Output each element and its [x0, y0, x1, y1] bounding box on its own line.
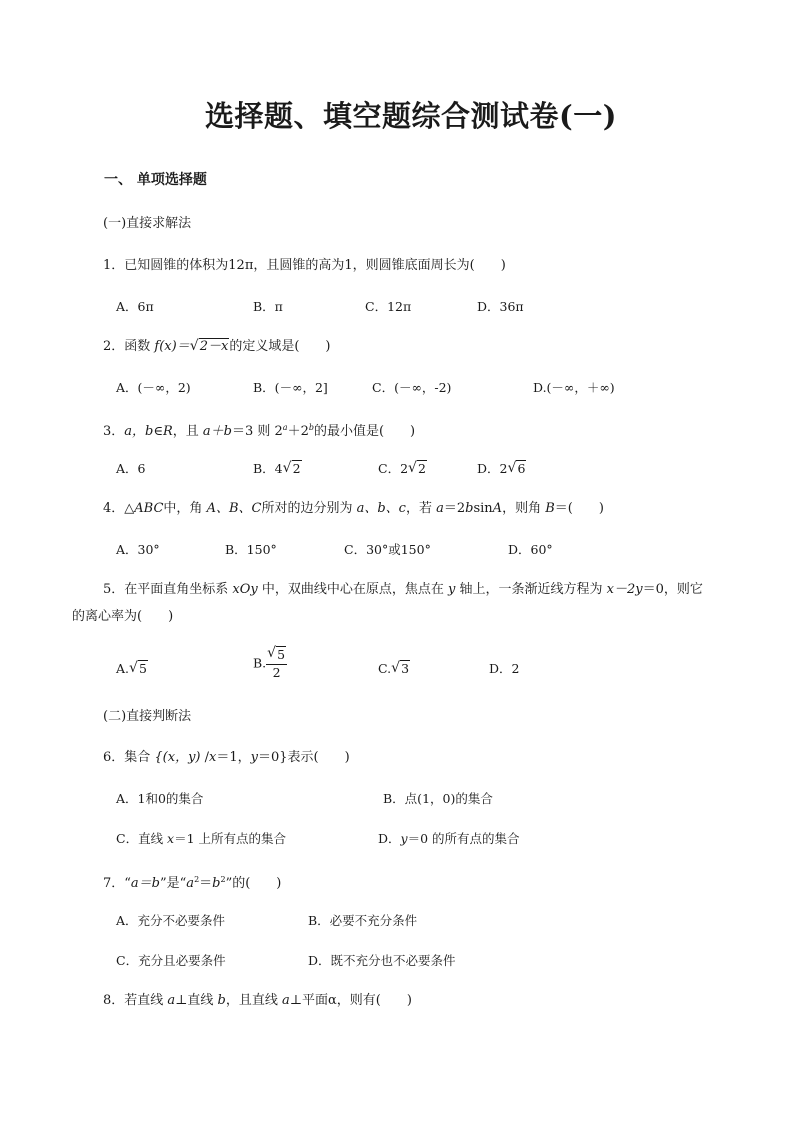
question-6-stem: 6．集合 {(x，y) /x＝1，y＝0}表示( ) — [103, 750, 350, 765]
question-6-option-c: C．直线 x＝1 上所有点的集合 — [116, 831, 287, 846]
question-4-option-a: A．30° — [116, 542, 160, 557]
question-2-stem: 2．函数 f(x)＝ √ 2－x的定义域是( ) — [103, 338, 331, 354]
question-2-option-b: B．(－∞，2] — [253, 380, 328, 395]
question-3-option-a: A．6 — [116, 461, 146, 476]
question-1-option-a: A．6π — [116, 299, 154, 314]
sqrt-symbol: √ 2－x — [189, 338, 229, 354]
question-2-option-d: D.(－∞，＋∞) — [533, 380, 615, 395]
question-6-option-a: A．1和0的集合 — [116, 791, 204, 806]
subsection-direct-judge: (二)直接判断法 — [103, 709, 192, 724]
question-7-option-d: D．既不充分也不必要条件 — [308, 953, 456, 968]
question-5-option-a: A. √ 5 — [116, 660, 147, 676]
sqrt-symbol: √ 6 — [507, 460, 526, 476]
question-5-option-d: D．2 — [489, 661, 520, 676]
question-7-option-a: A．充分不必要条件 — [116, 913, 226, 928]
question-5-stem-line-2: 的离心率为( ) — [72, 609, 174, 624]
question-5-option-b: B. √ 5 2 — [253, 645, 286, 680]
question-1-option-c: C．12π — [365, 299, 412, 314]
question-3-stem: 3．a，b∈R，且 a＋b＝3 则 $2^a+2^b$的最小值是( ) — [103, 423, 416, 439]
question-8-stem: 8．若直线 a⊥直线 b，且直线 a⊥平面α，则有( ) — [103, 993, 412, 1008]
sqrt-symbol: √ 2 — [408, 460, 426, 476]
section-heading-single-choice: 一、 单项选择题 — [104, 172, 207, 188]
subsection-direct-solve: (一)直接求解法 — [103, 216, 192, 231]
sqrt-symbol: √ 5 — [267, 645, 286, 662]
question-3-option-c: C．2 √ 2 — [378, 460, 426, 476]
question-4-option-b: B．150° — [225, 542, 277, 557]
question-1-option-b: B．π — [253, 299, 283, 314]
question-7-option-b: B．必要不充分条件 — [308, 913, 418, 928]
question-2-option-c: C．(－∞，-2) — [372, 380, 452, 395]
question-5-option-c: C. √ 3 — [378, 660, 410, 676]
question-7-stem: 7．“a＝b”是“$a^2=b^2$”的( ) — [103, 875, 282, 891]
fraction: √ 5 2 — [267, 645, 286, 680]
question-3-option-b: B．4 √ 2 — [253, 460, 301, 476]
sqrt-symbol: √ 2 — [282, 460, 301, 476]
sqrt-symbol: √ 3 — [391, 660, 410, 676]
question-6-option-b: B．点(1，0)的集合 — [383, 791, 493, 806]
question-4-option-d: D．60° — [508, 542, 553, 557]
question-4-stem: 4．△ABC中，角 A、B、C所对的边分别为 a、b、c，若 a＝2bsinA，则角 B＝( ) — [103, 501, 604, 516]
question-5-stem-line-1: 5．在平面直角坐标系 xOy 中，双曲线中心在原点，焦点在 y 轴上，一条渐近线方程为 x－2y＝0，则它 — [103, 582, 703, 597]
question-2-option-a: A．(－∞，2) — [116, 380, 191, 395]
question-6-option-d: D．y＝0 的所有点的集合 — [378, 831, 520, 846]
question-1-option-d: D．36π — [477, 299, 524, 314]
question-3-option-d: D．2 √ 6 — [477, 460, 526, 476]
sqrt-symbol: √ 5 — [129, 660, 147, 676]
question-4-option-c: C．30°或150° — [344, 542, 431, 557]
question-7-option-c: C．充分且必要条件 — [116, 953, 226, 968]
page-title: 选择题、填空题综合测试卷(一) — [205, 99, 617, 133]
question-1-stem: 1．已知圆锥的体积为12π，且圆锥的高为1，则圆锥底面周长为( ) — [103, 258, 506, 273]
